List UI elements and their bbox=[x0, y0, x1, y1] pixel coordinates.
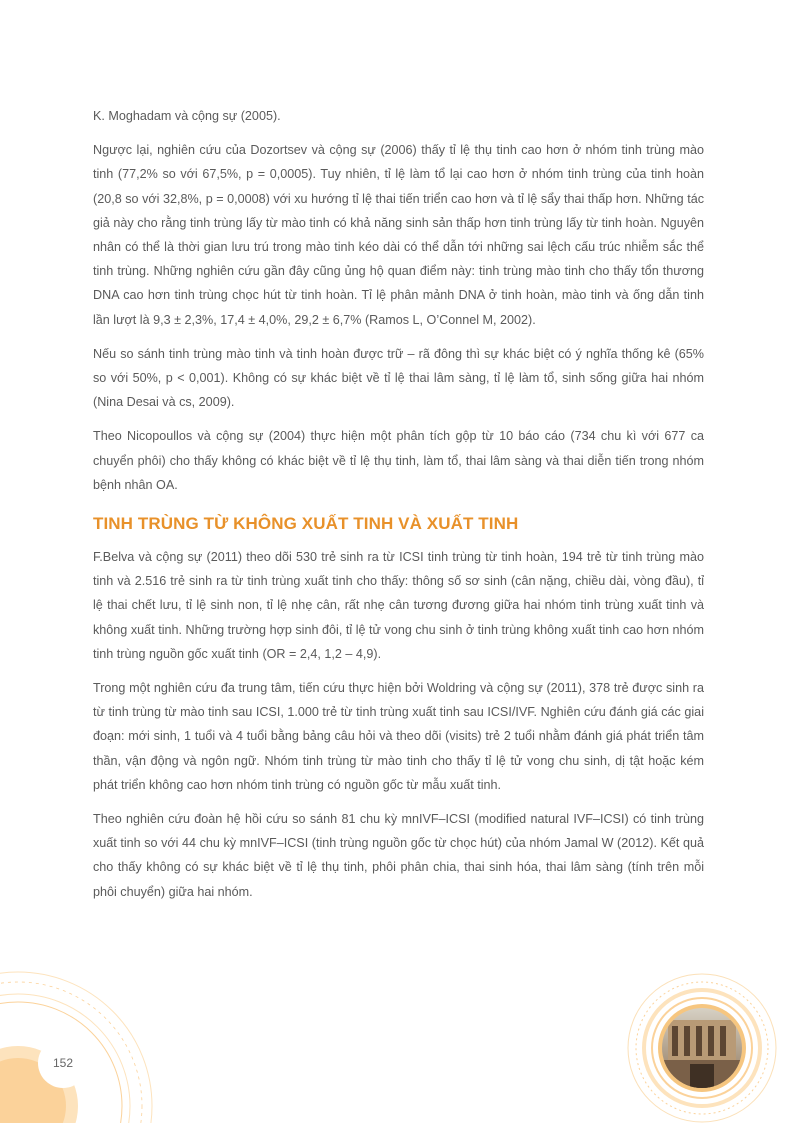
section-heading: TINH TRÙNG TỪ KHÔNG XUẤT TINH VÀ XUẤT TINH bbox=[93, 514, 519, 534]
paragraph: Nếu so sánh tinh trùng mào tinh và tinh hoàn được trữ – rã đông thì sự khác biệt có ý nghĩa thống kê (65% so với 50%, p < 0,001). Không có sự khác biệt về tỉ lệ thai lâm sàng, tỉ lệ làm tổ, sinh sống giữa hai nhóm (Nina Desai và cs, 2009). bbox=[93, 346, 704, 410]
hospital-photo-medallion bbox=[628, 974, 776, 1122]
paragraph: K. Moghadam và cộng sự (2005). bbox=[93, 109, 281, 123]
paragraph: F.Belva và cộng sự (2011) theo dõi 530 trẻ sinh ra từ ICSI tinh trùng từ tinh hoàn, 194 trẻ từ tinh trùng mào tinh và 2.516 trẻ sinh ra từ tinh trùng xuất tinh cho thấy: thông số sơ sinh (cân nặng, chiều dài, vòng đầu), tỉ lệ thai chết lưu, tỉ lệ sinh non, tỉ lệ nhẹ cân, rất nhẹ cân tương đương giữa hai nhóm tinh trùng xuất tinh và không xuất tinh. Những trường hợp sinh đôi, tỉ lệ tử vong chu sinh ở tinh trùng không xuất tinh cao hơn nhóm tinh trùng nguồn gốc xuất tinh (OR = 2,4, 1,2 – 4,9). bbox=[93, 550, 704, 661]
page-number: 152 bbox=[38, 1038, 88, 1088]
page-body bbox=[93, 104, 704, 914]
paragraph: Trong một nghiên cứu đa trung tâm, tiến cứu thực hiện bởi Woldring và cộng sự (2011), 378 trẻ được sinh ra từ tinh trùng từ mào tinh sau ICSI, 1.000 trẻ từ tinh trùng xuất tinh sau ICSI/IVF. Nghiên cứu đánh giá các giai đoạn: mới sinh, 1 tuổi và 4 tuổi bằng bảng câu hỏi và theo dõi (visits) trẻ 2 tuổi nhằm đánh giá phát triển tâm thần, vận động và ngôn ngữ. Nhóm tinh trùng từ mào tinh cho thấy tỉ lệ tử vong chu sinh, dị tật hoặc kém phát triển không cao hơn nhóm tinh trùng có nguồn gốc từ mẫu xuất tinh. bbox=[93, 681, 704, 792]
paragraph: Ngược lại, nghiên cứu của Dozortsev và cộng sự (2006) thấy tỉ lệ thụ tinh cao hơn ở nhóm tinh trùng mào tinh (77,2% so với 67,5%, p = 0,0005). Tuy nhiên, tỉ lệ làm tổ lại cao hơn ở nhóm tinh trùng của tinh hoàn (20,8 so với 32,8%, p = 0,0008) với xu hướng tỉ lệ thai tiến triển cao hơn và tỉ lệ sẩy thai thấp hơn. Những tác giả này cho rằng tinh trùng lấy từ mào tinh có khả năng sinh sản thấp hơn tinh trùng lấy từ tinh hoàn. Nguyên nhân có thể là thời gian lưu trú trong mào tinh kéo dài có thể dẫn tới những sai lệch cấu trúc nhiễm sắc thể tinh trùng. Những nghiên cứu gần đây cũng ủng hộ quan điểm này: tinh trùng mào tinh cho thấy tổn thương DNA cao hơn tinh trùng chọc hút từ tinh hoàn. Tỉ lệ phân mảnh DNA ở tinh hoàn, mào tinh và ống dẫn tinh lần lượt là 9,3 ± 2,3%, 17,4 ± 4,0%, 29,2 ± 6,7% (Ramos L, O’Connel M, 2002). bbox=[93, 143, 704, 327]
paragraph: Theo Nicopoullos và cộng sự (2004) thực hiện một phân tích gộp từ 10 báo cáo (734 chu kì với 677 ca chuyển phôi) cho thấy không có khác biệt về tỉ lệ thụ tinh, làm tổ, thai lâm sàng và thai diễn tiến trong nhóm bệnh nhân OA. bbox=[93, 429, 704, 492]
paragraph: Theo nghiên cứu đoàn hệ hồi cứu so sánh 81 chu kỳ mnIVF–ICSI (modified natural IVF–ICSI) có tinh trùng xuất tinh so với 44 chu kỳ mnIVF–ICSI (tinh trùng nguồn gốc từ chọc hút) của nhóm Jamal W (2012). Kết quả cho thấy không có sự khác biệt về tỉ lệ thụ tinh, phôi phân chia, thai sinh hóa, thai lâm sàng (tính trên mỗi phôi chuyển) giữa hai nhóm. bbox=[93, 812, 704, 899]
